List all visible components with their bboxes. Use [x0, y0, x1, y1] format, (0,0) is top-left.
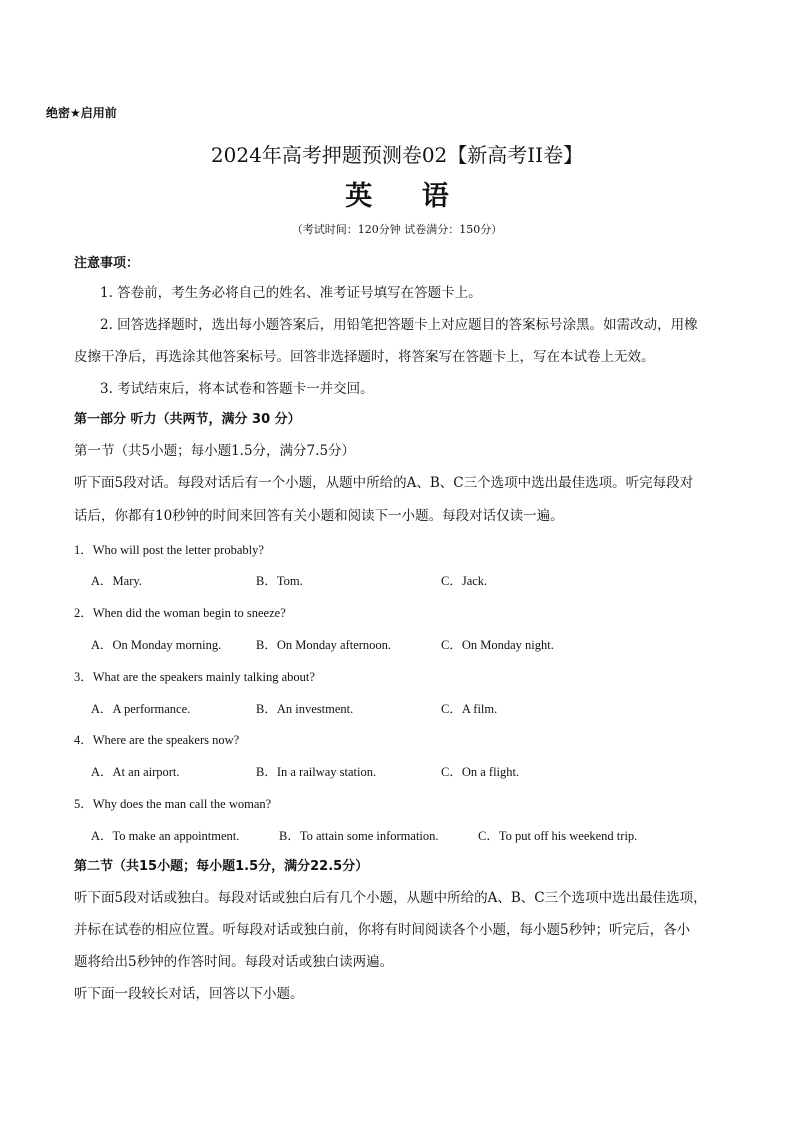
section2-heading: 第二节（共15小题；每小题1.5分，满分22.5分） — [74, 859, 369, 874]
notice-item-1: 1. 答卷前，考生务必将自己的姓名、准考证号填写在答题卡上。 — [100, 285, 482, 301]
section1-heading: 第一节（共5小题；每小题1.5分，满分7.5分） — [74, 443, 356, 459]
option-5a: A．To make an appointment. — [91, 829, 240, 843]
notice-heading: 注意事项： — [74, 256, 140, 271]
option-5c: C．To put off his weekend trip. — [478, 829, 638, 843]
section2-instructions-line-1: 听下面5段对话或独白。每段对话或独白后有几个小题，从题中所给的A、B、C三个选项中选出最佳选项， — [74, 890, 707, 906]
option-4c: C．On a flight. — [441, 765, 520, 779]
section2-instructions-line-3: 题将给出5秒钟的作答时间。每段对话或独白读两遍。 — [74, 954, 394, 970]
section1-instructions-line-2: 话后，你都有10秒钟的时间来回答有关小题和阅读下一小题。每段对话仅读一遍。 — [74, 508, 564, 524]
exam-info: （考试时间：120分钟 试卷满分：150分） — [291, 223, 503, 236]
option-3c: C．A film. — [441, 702, 498, 716]
option-1a: A．Mary. — [91, 574, 142, 588]
subject-title: 英 语 — [345, 181, 469, 212]
option-2a: A．On Monday morning. — [91, 638, 222, 652]
option-1c: C．Jack. — [441, 574, 488, 588]
question-1: 1．Who will post the letter probably? — [74, 543, 264, 557]
section2-next-instruction: 听下面一段较长对话，回答以下小题。 — [74, 986, 304, 1002]
option-4b: B．In a railway station. — [256, 765, 377, 779]
option-2b: B．On Monday afternoon. — [256, 638, 392, 652]
question-3: 3．What are the speakers mainly talking about? — [74, 670, 315, 684]
question-2: 2．When did the woman begin to sneeze? — [74, 606, 286, 620]
option-2c: C．On Monday night. — [441, 638, 554, 652]
confidential-label: 绝密★启用前 — [46, 106, 117, 120]
option-3a: A．A performance. — [91, 702, 191, 716]
question-4: 4．Where are the speakers now? — [74, 733, 240, 747]
section2-instructions-line-2: 并标在试卷的相应位置。听每段对话或独白前，你将有时间阅读各个小题，每小题5秒钟；听完后，各小 — [74, 922, 691, 938]
option-1b: B．Tom. — [256, 574, 303, 588]
exam-title: 2024年高考押题预测卷02【新高考II卷】 — [210, 143, 584, 167]
part1-heading: 第一部分 听力（共两节，满分 30 分） — [74, 412, 301, 427]
section1-instructions-line-1: 听下面5段对话。每段对话后有一个小题，从题中所给的A、B、C三个选项中选出最佳选项。听完每段对 — [74, 475, 694, 491]
option-4a: A．At an airport. — [91, 765, 180, 779]
question-5: 5．Why does the man call the woman? — [74, 797, 272, 811]
notice-item-2-line-2: 皮擦干净后，再选涂其他答案标号。回答非选择题时，将答案写在答题卡上，写在本试卷上无效。 — [74, 349, 655, 365]
notice-item-3: 3. 考试结束后，将本试卷和答题卡一并交回。 — [100, 381, 374, 397]
option-3b: B．An investment. — [256, 702, 354, 716]
notice-item-2-line-1: 2. 回答选择题时，选出每小题答案后，用铅笔把答题卡上对应题目的答案标号涂黑。如需改动，用橡 — [100, 317, 698, 333]
option-5b: B．To attain some information. — [279, 829, 439, 843]
